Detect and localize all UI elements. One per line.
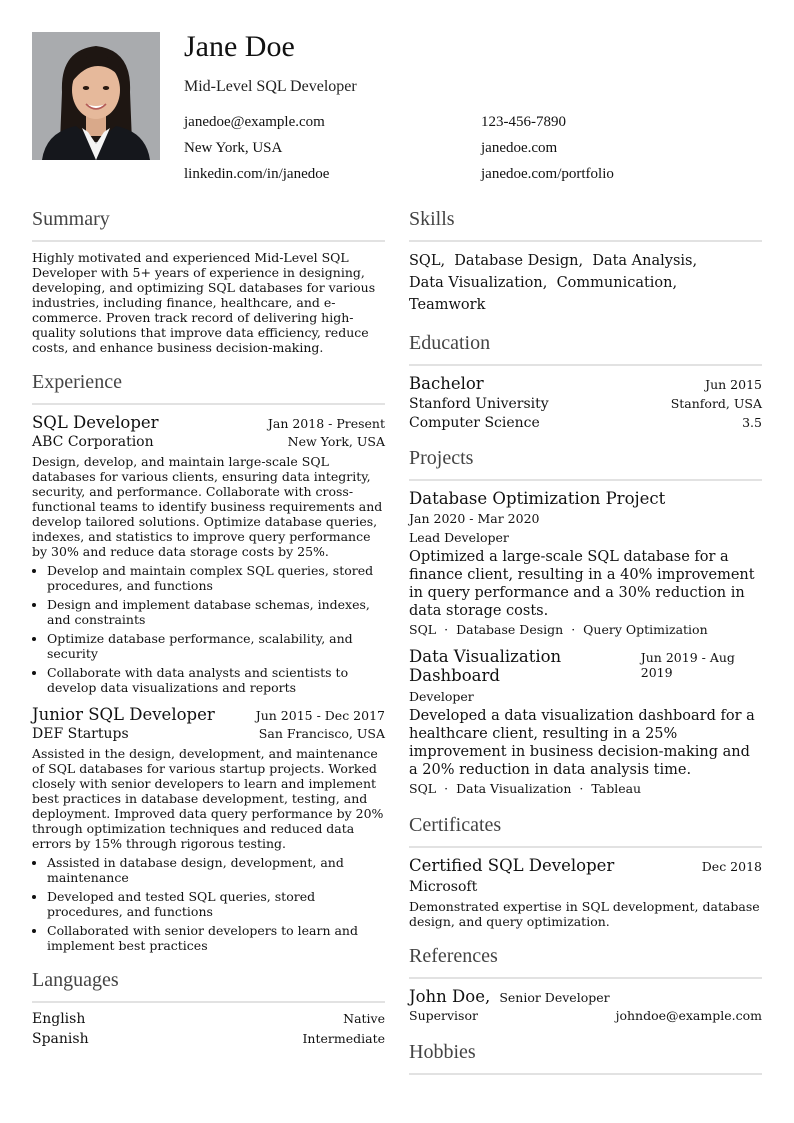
certificate-issuer: Microsoft (409, 879, 478, 895)
languages-heading: Languages (32, 967, 385, 1003)
language-row (32, 1031, 385, 1047)
reference-relation: Supervisor (409, 1008, 478, 1023)
job-role: SQL Developer (32, 413, 159, 432)
project-entry (409, 647, 762, 796)
project-name: Database Optimization Project (409, 489, 666, 508)
job-title: Mid-Level SQL Developer (184, 78, 357, 95)
email-link[interactable]: janedoe@example.com (184, 114, 325, 130)
language-name: English (32, 1011, 86, 1027)
job-company: ABC Corporation (32, 434, 154, 450)
project-tag: Database Design (456, 622, 564, 637)
skill-item: Teamwork (409, 297, 486, 313)
project-tag: Data Visualization (456, 781, 572, 796)
job-location: New York, USA (287, 434, 385, 449)
job-bullet: • Assisted in database design, development, and maintenance (47, 855, 385, 885)
certificate-date: Dec 2018 (701, 859, 762, 874)
job-bullets (32, 855, 385, 953)
job-bullet: • Design and implement database schemas, indexes, and constraints (47, 597, 385, 627)
left-column (32, 206, 385, 1047)
right-column (409, 206, 762, 1083)
project-tags: SQL · Data Visualization · Tableau (409, 781, 642, 796)
job-role: Junior SQL Developer (32, 705, 215, 724)
education-location: Stanford, USA (670, 396, 762, 411)
education-school: Stanford University (409, 396, 549, 412)
job-company: DEF Startups (32, 726, 129, 742)
certificate-description: Demonstrated expertise in SQL development, database design, and query optimization. (409, 899, 760, 929)
job-entry (32, 413, 385, 695)
language-level: Intermediate (302, 1031, 385, 1046)
project-description: Optimized a large-scale SQL database for a finance client, resulting in a 40% improvement in query performance and a 30% reduction in data storage costs. (409, 549, 755, 619)
skills-heading: Skills (409, 206, 762, 242)
reference-name: John Doe, (409, 987, 491, 1006)
project-tag: SQL (409, 622, 437, 637)
job-bullet: • Collaborated with senior developers to learn and implement best practices (47, 923, 385, 953)
job-dates: Jan 2018 - Present (267, 416, 385, 431)
project-tag: Tableau (591, 781, 642, 796)
education-degree: Bachelor (409, 374, 484, 393)
reference-position: Senior Developer (499, 990, 610, 1005)
summary-heading: Summary (32, 206, 385, 242)
location-text: New York, USA (184, 140, 283, 156)
project-role: Developer (409, 689, 474, 704)
experience-heading: Experience (32, 369, 385, 405)
job-description: Design, develop, and maintain large-scale SQL databases for various clients, ensuring data integrity, security, and performance. Collaborate with cross-functional teams to identify business requirements and develop tailored solutions. Optimize database queries, indexes, and statistics to improve query performance by 30% and reduce data storage costs by 25%. (32, 454, 383, 559)
website-link[interactable]: janedoe.com (481, 140, 558, 156)
reference-entry (409, 987, 762, 1006)
job-entry (32, 705, 385, 953)
skill-item: Communication, (556, 275, 678, 291)
linkedin-link[interactable]: linkedin.com/in/janedoe (184, 166, 330, 182)
project-description: Developed a data visualization dashboard for a healthcare client, resulting in a 25% improvement in business decision-making and a 20% reduction in data analysis time. (409, 708, 755, 778)
language-level: Native (343, 1011, 385, 1026)
hobbies-heading: Hobbies (409, 1039, 762, 1075)
job-bullet: • Collaborate with data analysts and scientists to develop data visualizations and reports (47, 665, 385, 695)
project-tags: SQL · Database Design · Query Optimization (409, 622, 708, 637)
skill-item: Data Analysis, (592, 253, 698, 269)
skills-list (409, 250, 762, 316)
language-row (32, 1011, 385, 1027)
certificate-name: Certified SQL Developer (409, 856, 615, 875)
skill-item: Data Visualization, (409, 275, 548, 291)
certificates-heading: Certificates (409, 812, 762, 848)
job-description: Assisted in the design, development, and maintenance of SQL databases for various startup projects. Worked closely with senior developers to learn and implement best practices in database development, testing, and deployment. Improved data query performance by 20% through optimization techniques and reduced data errors by 15% through rigorous testing. (32, 746, 384, 851)
candidate-name: Jane Doe (184, 30, 295, 63)
education-gpa: 3.5 (742, 415, 762, 430)
project-name: Data Visualization Dashboard (409, 647, 562, 685)
education-heading: Education (409, 330, 762, 366)
education-field: Computer Science (409, 415, 540, 431)
project-dates: Jan 2020 - Mar 2020 (409, 511, 540, 526)
project-dates: Jun 2019 - Aug 2019 (640, 650, 735, 680)
skill-item: Database Design, (454, 253, 584, 269)
project-tag: Query Optimization (583, 622, 708, 637)
summary-text: Highly motivated and experienced Mid-Level SQL Developer with 5+ years of experience in designing, developing, and optimizing SQL databases for various industries, including finance, healthcare, and e-commerce. Proven track record of delivering high-quality solutions that improve data efficiency, reduce costs, and enhance business decision-making. (32, 250, 376, 355)
education-date: Jun 2015 (705, 377, 762, 392)
job-bullet: • Developed and tested SQL queries, stored procedures, and functions (47, 889, 385, 919)
job-bullet: • Optimize database performance, scalability, and security (47, 631, 385, 661)
portfolio-link[interactable]: janedoe.com/portfolio (481, 166, 614, 182)
phone-number[interactable]: 123-456-7890 (481, 114, 566, 130)
projects-heading: Projects (409, 445, 762, 481)
project-entry (409, 489, 762, 637)
reference-email[interactable]: johndoe@example.com (615, 1008, 762, 1023)
job-bullet: • Develop and maintain complex SQL queries, stored procedures, and functions (47, 563, 385, 593)
profile-photo (32, 32, 160, 160)
language-name: Spanish (32, 1031, 89, 1047)
job-bullets (32, 563, 385, 695)
project-tag: SQL (409, 781, 437, 796)
references-heading: References (409, 943, 762, 979)
job-location: San Francisco, USA (258, 726, 385, 741)
project-role: Lead Developer (409, 530, 509, 545)
skill-item: SQL, (409, 253, 446, 269)
job-dates: Jun 2015 - Dec 2017 (255, 708, 385, 723)
